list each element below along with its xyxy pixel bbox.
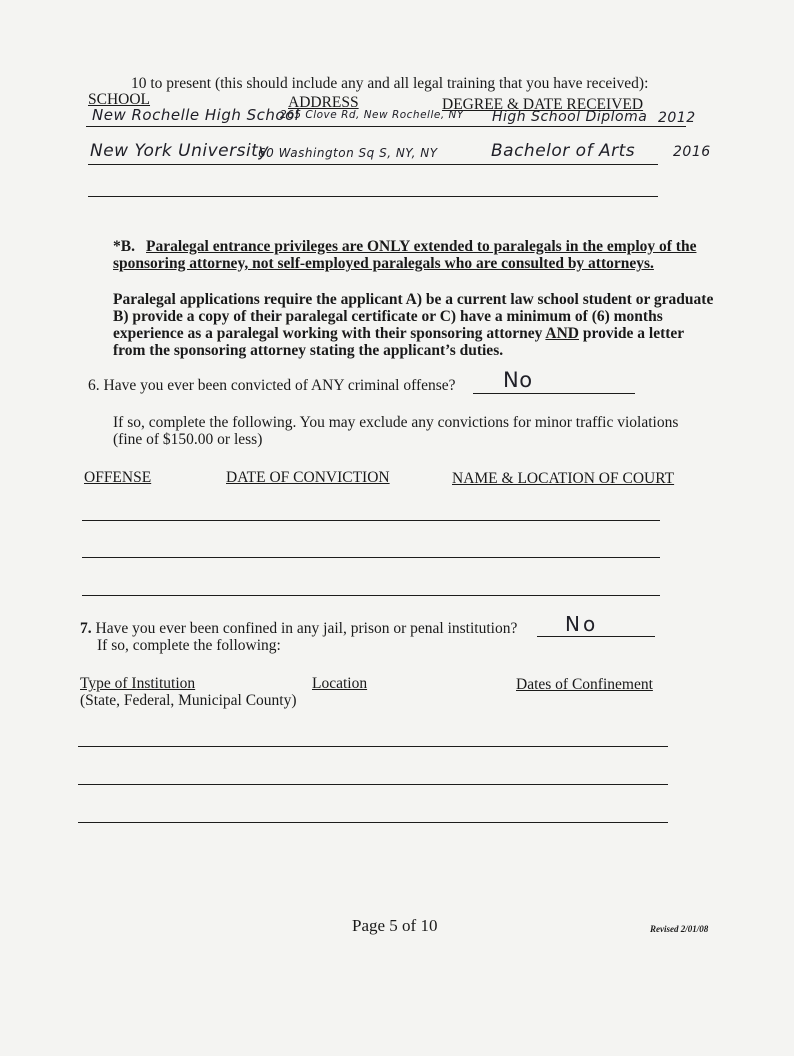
education-row-line-2: [88, 164, 658, 165]
column-header-school: SCHOOL: [88, 91, 151, 108]
entry2-year[interactable]: 2016: [673, 144, 711, 160]
entry1-year[interactable]: 2012: [658, 110, 696, 126]
education-row-line-3: [88, 196, 658, 197]
q6-question: 6. Have you ever been convicted of ANY criminal offense?: [88, 377, 456, 394]
conviction-row-line-3: [82, 595, 660, 596]
confinement-row-line-1: [78, 746, 668, 747]
section-b-req-4: from the sponsoring attorney stating the applicant’s duties.: [113, 342, 504, 359]
confinement-row-line-2: [78, 784, 668, 785]
education-intro: 10 to present (this should include any and all legal training that you have received):: [131, 75, 649, 92]
q7-number: 7.: [80, 620, 92, 637]
column-header-offense: OFFENSE: [84, 469, 152, 486]
q7-question: Have you ever been confined in any jail, prison or penal institution?: [91, 620, 518, 637]
entry1-degree[interactable]: High School Diploma: [492, 109, 648, 125]
column-header-type-of-institution: Type of Institution: [80, 675, 196, 692]
conviction-row-line-1: [82, 520, 660, 521]
entry2-school[interactable]: New York University: [90, 141, 269, 161]
entry2-address[interactable]: 60 Washington Sq S, NY, NY: [258, 146, 438, 160]
q7-question-line: [80, 620, 517, 637]
q7-answer-line: [537, 636, 655, 637]
section-b-req-2: B) provide a copy of their paralegal certificate or C) have a minimum of (6) months: [113, 308, 663, 325]
column-header-type-sub: (State, Federal, Municipal County): [80, 692, 297, 709]
education-row-line-1: [86, 126, 686, 127]
section-b-req-1: Paralegal applications require the applicant A) be a current law school student or graduate: [113, 291, 714, 308]
entry1-address[interactable]: 265 Clove Rd, New Rochelle, NY: [280, 109, 464, 121]
confinement-row-line-3: [78, 822, 668, 823]
column-header-degree: DEGREE & DATE RECEIVED: [442, 96, 644, 113]
q6-instruction-1: If so, complete the following. You may exclude any convictions for minor traffic violations: [113, 414, 679, 431]
q6-instruction-2: (fine of $150.00 or less): [113, 431, 263, 448]
column-header-dates-of-confinement: Dates of Confinement: [516, 676, 653, 693]
entry1-school[interactable]: New Rochelle High School: [92, 106, 300, 124]
page-number: Page 5 of 10: [352, 916, 438, 935]
section-b-req-3a: experience as a paralegal working with their sponsoring attorney: [113, 325, 546, 342]
q6-answer[interactable]: No: [503, 368, 533, 392]
q6-answer-line: [473, 393, 635, 394]
revision-date: Revised 2/01/08: [650, 924, 709, 934]
section-b-heading-2: sponsoring attorney, not self-employed paralegals who are consulted by attorneys.: [113, 255, 654, 272]
section-b-heading-1: Paralegal entrance privileges are ONLY extended to paralegals in the employ of the: [146, 238, 697, 255]
column-header-court: NAME & LOCATION OF COURT: [452, 470, 675, 487]
section-b-and: AND: [545, 325, 579, 342]
column-header-date-of-conviction: DATE OF CONVICTION: [226, 469, 390, 486]
q7-instruction: If so, complete the following:: [97, 637, 281, 654]
column-header-location: Location: [312, 675, 368, 692]
entry2-degree[interactable]: Bachelor of Arts: [491, 141, 636, 161]
section-b-req-3b: provide a letter: [579, 325, 685, 342]
column-header-address: ADDRESS: [288, 94, 359, 111]
q7-answer[interactable]: No: [565, 612, 599, 636]
conviction-row-line-2: [82, 557, 660, 558]
section-b-label: *B.: [113, 238, 135, 255]
section-b-req-3: [113, 325, 684, 342]
